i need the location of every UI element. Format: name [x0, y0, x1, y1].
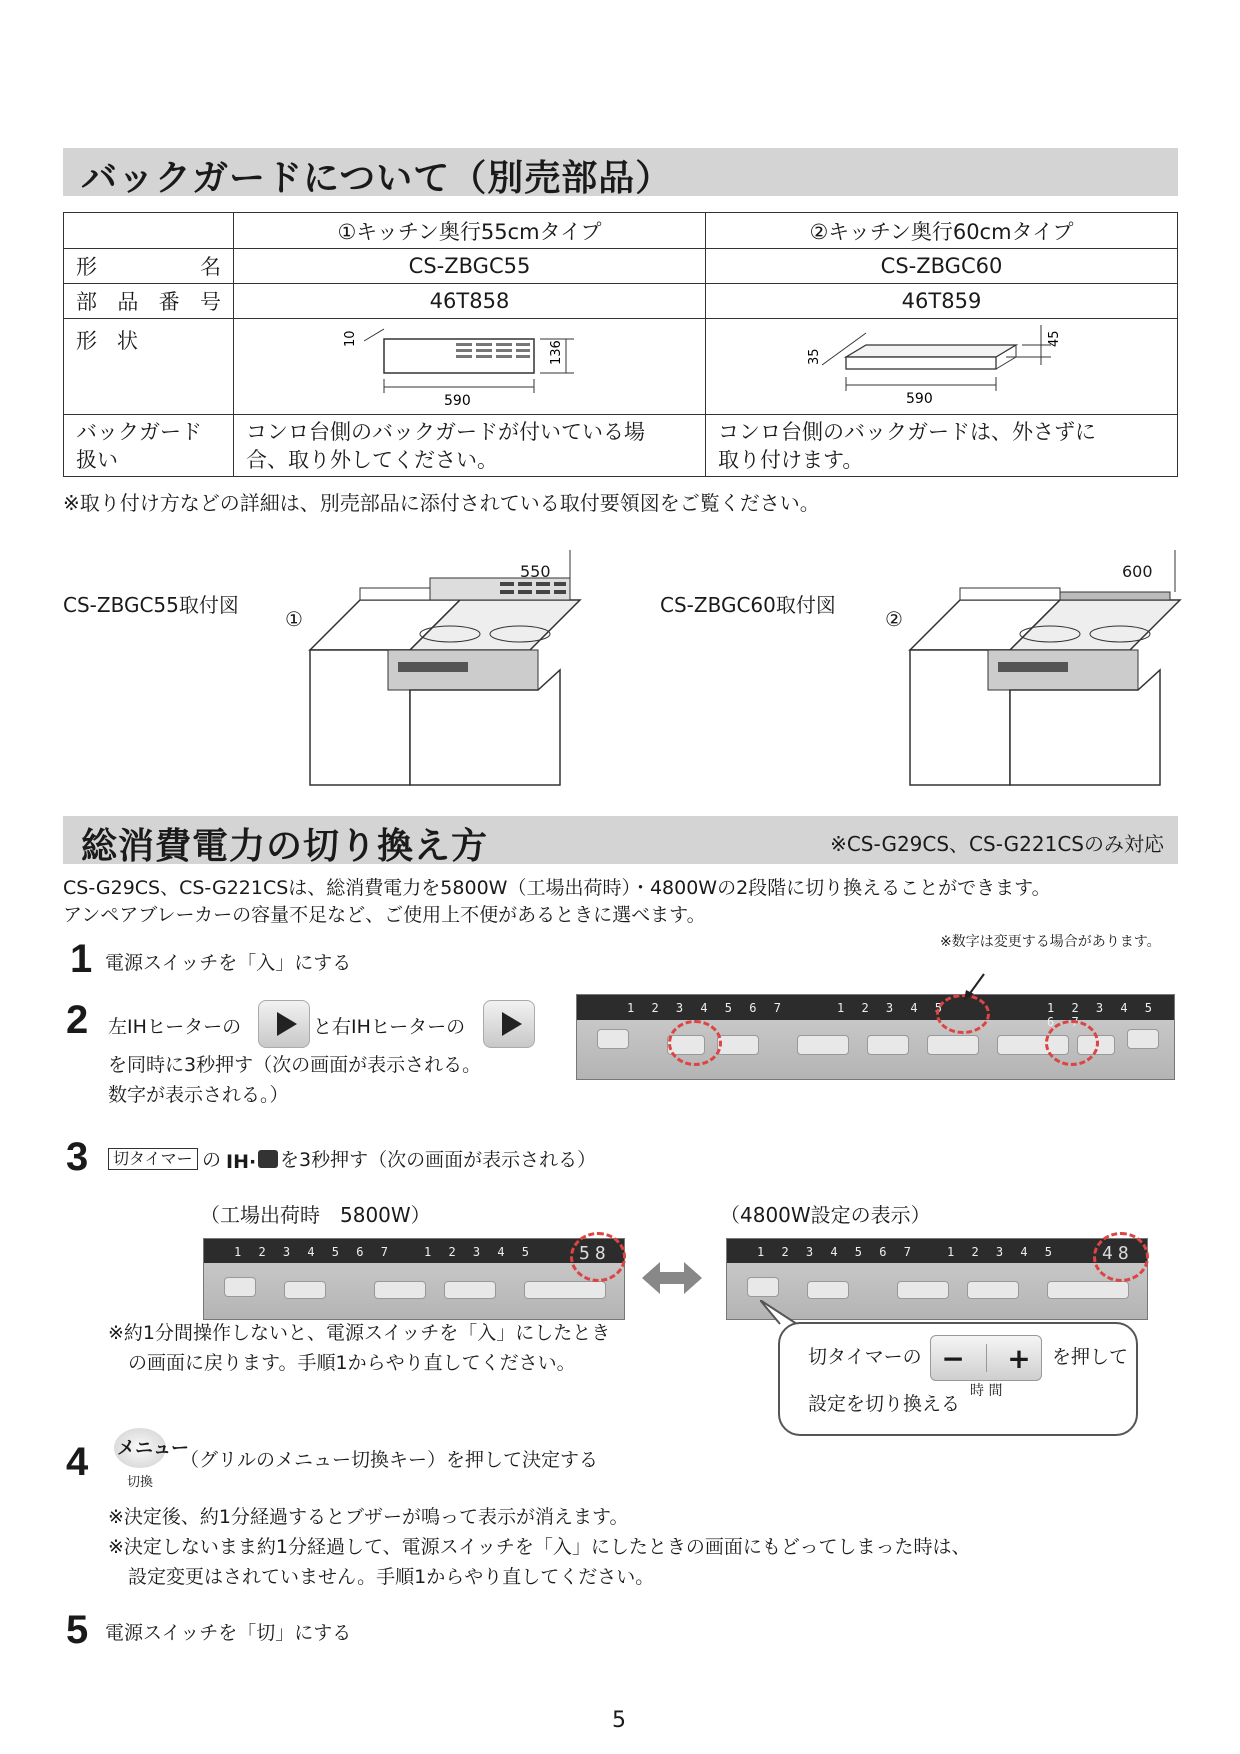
panel-left-digits: 1 2 3 4 5 6 7 [757, 1245, 916, 1259]
shape1-height: 136 [549, 340, 564, 365]
backguard-section-header [63, 148, 1178, 199]
handling-2-line1: コンロ台側のバックガードは、外さずに [718, 419, 1096, 444]
handling-2-line2: 取り付けます。 [718, 447, 864, 472]
right-ih-play-button[interactable] [483, 1000, 535, 1048]
backguard-55-drawing [234, 319, 694, 409]
fig1-label: CS-ZBGC55取付図 [63, 593, 239, 617]
return-note-line2: の画面に戻ります。手順1からやり直してください。 [128, 1352, 576, 1374]
return-note-line1: ※約1分間操作しないと、電源スイッチを「入」にしたとき [108, 1322, 611, 1344]
digits-highlight-48 [1093, 1232, 1149, 1282]
left-power-button[interactable] [747, 1277, 779, 1297]
right-power-button[interactable] [1127, 1029, 1159, 1049]
left-power-button[interactable] [224, 1277, 256, 1297]
callout-text-b: を押して [1052, 1346, 1129, 1368]
start-stop-key[interactable] [967, 1281, 1019, 1299]
model-1: CS-ZBGC55 [234, 249, 706, 284]
left-ih-play-button[interactable] [258, 1000, 310, 1048]
power-section-header [63, 816, 1178, 867]
step1-number: 1 [70, 937, 93, 981]
alt-setting-label: （4800W設定の表示） [720, 1203, 931, 1227]
row-label-handling-1: バックガード [76, 419, 202, 444]
fig2-label: CS-ZBGC60取付図 [660, 593, 836, 617]
step4-note2-line2: 設定変更はされていません。手順1からやり直してください。 [128, 1566, 655, 1588]
power-digits-58: 58 [579, 1243, 611, 1264]
panel-grill-digits: 1 2 3 4 5 [947, 1245, 1058, 1259]
shape2-height: 45 [1047, 330, 1062, 347]
left-ih-arrows[interactable] [807, 1281, 849, 1299]
backguard-title: バックガードについて（別売部品） [81, 158, 673, 199]
step3-text: を3秒押す（次の画面が表示される） [280, 1149, 597, 1171]
backguard-60-drawing [706, 319, 1166, 409]
step4-number: 4 [66, 1440, 89, 1484]
callout-line2: 設定を切り換える [808, 1393, 961, 1415]
shape1-thick: 10 [343, 330, 358, 347]
step3-no: の [202, 1149, 222, 1171]
power-digits-48: 48 [1102, 1243, 1134, 1264]
handling-1-line2: 合、取り外してください。 [246, 447, 498, 472]
shape2-width: 590 [906, 391, 933, 407]
step1-text: 電源スイッチを「入」にする [105, 952, 352, 974]
handling-1-line1: コンロ台側のバックガードが付いている場 [246, 419, 645, 444]
step5-text: 電源スイッチを「切」にする [105, 1622, 352, 1644]
timer-minus-plus[interactable] [524, 1281, 606, 1299]
row-label-shape: 形 状 [76, 329, 139, 353]
step3-ih-key[interactable]: IH· [226, 1151, 257, 1173]
col-type2: ②キッチン奥行60cmタイプ [706, 213, 1178, 249]
backguard-note: ※取り付け方などの詳細は、別売部品に添付されている取付要領図をご覧ください。 [63, 491, 820, 515]
model-2: CS-ZBGC60 [706, 249, 1178, 284]
shape1-width: 590 [444, 393, 471, 409]
menu-key[interactable] [797, 1035, 849, 1055]
backguard-spec-table [63, 212, 1178, 477]
factory-setting-label: （工場出荷時 5800W） [200, 1203, 431, 1227]
step3-timer-label: 切タイマー [108, 1148, 198, 1170]
shape2-depth: 35 [807, 348, 822, 365]
power-intro-line1: CS-G29CS、CS-G221CSは、総消費電力を5800W（工場出荷時）・4800Wの2段階に切り換えることができます。 [63, 877, 1051, 899]
step2-line3: 数字が表示される。） [108, 1084, 289, 1106]
step4-key: メニュー [117, 1438, 189, 1459]
step5-number: 5 [66, 1608, 89, 1652]
double-arrow-icon [642, 1260, 702, 1296]
fig2-number: ② [885, 607, 903, 631]
step4-note1: ※決定後、約1分経過するとブザーが鳴って表示が消えます。 [108, 1506, 629, 1528]
step2-number: 2 [66, 998, 89, 1042]
power-intro-line2: アンペアブレーカーの容量不足など、ご使用上不便があるときに選べます。 [63, 904, 706, 926]
power-applies-note: ※CS-G29CS、CS-G221CSのみ対応 [830, 832, 1164, 856]
start-stop-key[interactable] [444, 1281, 496, 1299]
col-type1: ①キッチン奥行55cmタイプ [234, 213, 706, 249]
fig1-number: ① [285, 607, 303, 631]
fig2-dimension: 600 [1122, 562, 1153, 581]
part-2: 46T859 [706, 284, 1178, 319]
panel-left-digits: 1 2 3 4 5 6 7 [234, 1245, 393, 1259]
button-divider [986, 1344, 987, 1372]
panel-right-digits: 1 2 3 4 5 6 7 [1047, 1001, 1158, 1029]
shape-1-cell [234, 319, 706, 415]
step2-text-a: 左IHヒーターの [108, 1016, 242, 1038]
left-heater-highlight [668, 1020, 722, 1066]
control-panel-5800w [203, 1238, 625, 1320]
panel-left-digits: 1 2 3 4 5 6 7 [627, 1001, 786, 1015]
menu-key[interactable] [374, 1281, 426, 1299]
step2-line2: を同時に3秒押す（次の画面が表示される。 [108, 1054, 482, 1076]
grill-icon [258, 1150, 278, 1168]
table-corner [64, 213, 234, 249]
row-label-handling-2: 扱い [76, 447, 118, 472]
step4-text: （グリルのメニュー切換キー）を押して決定する [180, 1449, 599, 1471]
pointer-arrow-icon [960, 972, 990, 1002]
right-heater-highlight [1045, 1020, 1099, 1066]
menu-key[interactable] [897, 1281, 949, 1299]
page-number: 5 [612, 1708, 626, 1733]
row-label-part: 部 品 番 号 [76, 290, 221, 314]
minus-icon[interactable]: − [941, 1341, 965, 1375]
start-stop-key[interactable] [927, 1035, 979, 1055]
left-ih-arrows[interactable] [284, 1281, 326, 1299]
timer-minus-plus[interactable] [1047, 1281, 1129, 1299]
timer-minus-plus-button[interactable] [930, 1335, 1042, 1381]
step4-key-sub: 切換 [127, 1475, 154, 1490]
left-power-button[interactable] [597, 1029, 629, 1049]
callout-text-a: 切タイマーの [808, 1346, 922, 1368]
timer-button-label: 時 間 [970, 1383, 1003, 1399]
panel-grill-digits: 1 2 3 4 5 [424, 1245, 535, 1259]
row-label-model: 形 名 [76, 255, 221, 279]
digits-highlight-58 [570, 1232, 626, 1282]
digits-change-note: ※数字は変更する場合があります。 [940, 934, 1161, 950]
step3-number: 3 [66, 1135, 89, 1179]
left-ih-arrows[interactable] [717, 1035, 759, 1055]
shape-2-cell [706, 319, 1178, 415]
part-1: 46T858 [234, 284, 706, 319]
grill-arrows[interactable] [867, 1035, 909, 1055]
step4-note2-line1: ※決定しないまま約1分経過して、電源スイッチを「入」にしたときの画面にもどってしまった時は、 [108, 1536, 971, 1558]
fig1-dimension: 550 [520, 562, 551, 581]
step2-text-b: と右IHヒーターの [313, 1016, 466, 1038]
power-title: 総消費電力の切り換え方 [81, 826, 489, 867]
plus-icon[interactable]: + [1007, 1341, 1031, 1375]
panel-grill-digits: 1 2 3 4 5 [837, 1001, 948, 1015]
